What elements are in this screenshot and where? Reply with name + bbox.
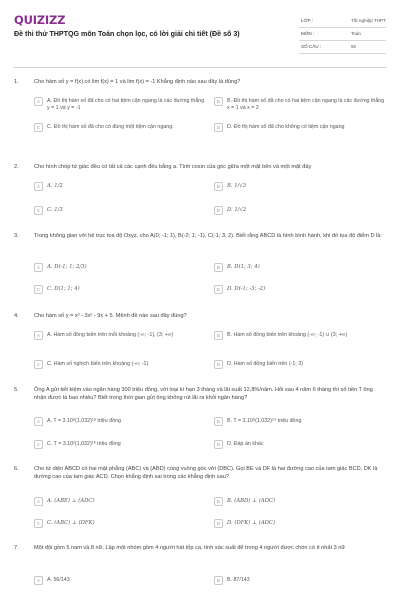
option-text: B. D(1; 3; 4) <box>227 263 260 270</box>
option-text: B. 87/143 <box>227 576 250 583</box>
option-badge: C <box>34 440 43 449</box>
question-text: Trong không gian với hệ trục tọa độ Oxyz, cho A(0; -1; 1), B(-2; 1; -1), C(-1; 3; 2). Biết rằng ABCD là hình bình hành, khi đó tọa độ điểm D là: <box>34 233 382 239</box>
option-text: A. 56/143 <box>47 576 70 583</box>
option-text: D. (DFK) ⊥ (ADC) <box>227 519 276 526</box>
page-title: Đề thi thử THPTQG môn Toán chọn lọc, có lời giải chi tiết (Đề số 3) <box>14 30 240 38</box>
question-number: 5. <box>14 387 19 393</box>
document-header <box>14 10 386 62</box>
question-text: Ông A gửi tiết kiệm vào ngân hàng 300 triệu đồng, với loại kì hạn 3 tháng và lãi suất 12,8%/năm. Hỏi sau 4 năm 6 tháng thì số tiền T ông nhận được là bao nhiêu? Biết trong thời gian gửi ông không rút lãi ra khỏi ngân hàng? <box>34 387 373 401</box>
option-text: D. Đáp án khác <box>227 440 264 447</box>
meta-value: 50 <box>351 44 357 49</box>
option-badge: D <box>214 440 223 449</box>
question-text: Cho hình chóp tứ giác đều có tất cả các cạnh đều bằng a. Tính cosin của góc giữa một mặt bên và một mặt đáy <box>34 164 312 170</box>
option-text: C. T = 3.10²(1,032)¹⁸ triệu đồng <box>47 440 121 447</box>
option-badge: B <box>214 97 223 106</box>
option-badge: A <box>34 497 43 506</box>
question-number: 3. <box>14 233 19 239</box>
question-2 <box>14 164 386 219</box>
option-text: C. 1/3 <box>47 206 63 213</box>
question-1 <box>14 79 386 129</box>
option-text: C. (ABC) ⊥ (DFK) <box>47 519 95 526</box>
meta-label: SỐ CÂU : <box>301 44 322 49</box>
option-badge: C <box>34 206 43 215</box>
option-badge: A <box>34 97 43 106</box>
meta-value: Tốt nghiệp THPT <box>351 18 386 23</box>
option-text: D. D(-1; -3; -2) <box>227 285 266 292</box>
option-text: A. T = 3.10⁸(1,032)¹⁸ triệu đồng <box>47 417 121 424</box>
option-badge: A <box>34 263 43 272</box>
option-text: A. Đồ thị hàm số đã cho có hai tiệm cận ngang là các đường thẳng y = 1 và y = -1 <box>47 97 205 111</box>
option-badge: A <box>34 182 43 191</box>
option-badge: A <box>34 576 43 585</box>
meta-label: MÔN : <box>301 31 315 36</box>
option-text: D. Hàm số đồng biến trên (-1; 3) <box>227 360 303 367</box>
option-badge: C <box>34 519 43 528</box>
question-text: Cho hàm số y = f(x) có lim f(x) = 1 và lim f(x) = -1 Khẳng định nào sau đây là đúng? <box>34 79 241 85</box>
meta-row-grade <box>299 15 386 28</box>
question-6 <box>14 466 386 536</box>
question-number: 4. <box>14 313 19 319</box>
option-text: B. 1/√3 <box>227 182 247 189</box>
question-text: Cho tứ diện ABCD có hai mặt phẳng (ABC) và (ABD) cùng vuông góc với (DBC). Gọi BE và DF là hai đường cao của tam giác BCD, DK là đường cao của tam giác ACD. Chọn khẳng định sai trong các khẳng định sau? <box>34 466 378 480</box>
option-badge: C <box>34 285 43 294</box>
option-text: A. (ABE) ⊥ (ADC) <box>47 497 95 504</box>
option-text: A. 1/2 <box>47 182 63 189</box>
option-text: D. Đồ thị hàm số đã cho không có tiệm cận ngang <box>227 123 345 130</box>
option-text: B. Đồ thị hàm số đã cho có hai tiệm cận ngang là các đường thẳng x = 1 và x = 2 <box>227 97 385 111</box>
option-badge: D <box>214 123 223 132</box>
meta-label: LỚP : <box>301 18 314 23</box>
option-text: C. Hàm số nghịch biến trên khoảng (-∞; -1) <box>47 360 149 367</box>
option-badge: B <box>214 331 223 340</box>
meta-row-subject <box>299 28 386 41</box>
option-badge: D <box>214 360 223 369</box>
option-text: B. (ABD) ⊥ (ADC) <box>227 497 275 504</box>
option-text: B. Hàm số đồng biến trên khoảng (-∞; -1) ∪ (3; +∞) <box>227 331 348 338</box>
meta-value: Toán <box>351 31 361 36</box>
option-badge: A <box>34 417 43 426</box>
header-divider <box>14 67 386 68</box>
question-text: Cho hàm số y = x³ - 3x² - 9x + 5. Mệnh đề nào sau đây đúng? <box>34 313 187 319</box>
meta-table <box>299 15 386 54</box>
option-badge: C <box>34 360 43 369</box>
question-4 <box>14 313 386 373</box>
option-badge: D <box>214 206 223 215</box>
question-3 <box>14 233 386 303</box>
question-number: 2. <box>14 164 19 170</box>
option-text: B. T = 3.10⁸(1,032)⁵⁴ triệu đồng <box>227 417 302 424</box>
option-badge: A <box>34 331 43 340</box>
option-badge: C <box>34 123 43 132</box>
option-text: D. 1/√2 <box>227 206 247 213</box>
option-text: C. D(1; 1; 4) <box>47 285 80 292</box>
question-7 <box>14 545 386 593</box>
option-badge: D <box>214 519 223 528</box>
question-5 <box>14 387 386 457</box>
question-number: 1. <box>14 79 19 85</box>
option-badge: B <box>214 417 223 426</box>
meta-row-count <box>299 41 386 54</box>
option-badge: D <box>214 285 223 294</box>
option-text: A. D(-1; 1; 2/3) <box>47 263 87 270</box>
option-badge: B <box>214 263 223 272</box>
question-number: 7. <box>14 545 19 551</box>
quizizz-logo: QUIZIZZ <box>14 13 66 27</box>
question-number: 6. <box>14 466 19 472</box>
option-badge: B <box>214 182 223 191</box>
option-badge: B <box>214 497 223 506</box>
option-badge: B <box>214 576 223 585</box>
question-text: Một đội gồm 5 nam và 8 nữ. Lập một nhóm gồm 4 người hát tốp ca, tính xác suất để trong 4 người được chọn có ít nhất 3 nữ <box>34 545 346 551</box>
option-text: C. Đồ thị hàm số đã cho có đúng một tiệm cận ngang. <box>47 123 174 130</box>
option-text: A. Hàm số đồng biến trên mỗi khoảng (-∞; -1), (3; +∞) <box>47 331 174 338</box>
